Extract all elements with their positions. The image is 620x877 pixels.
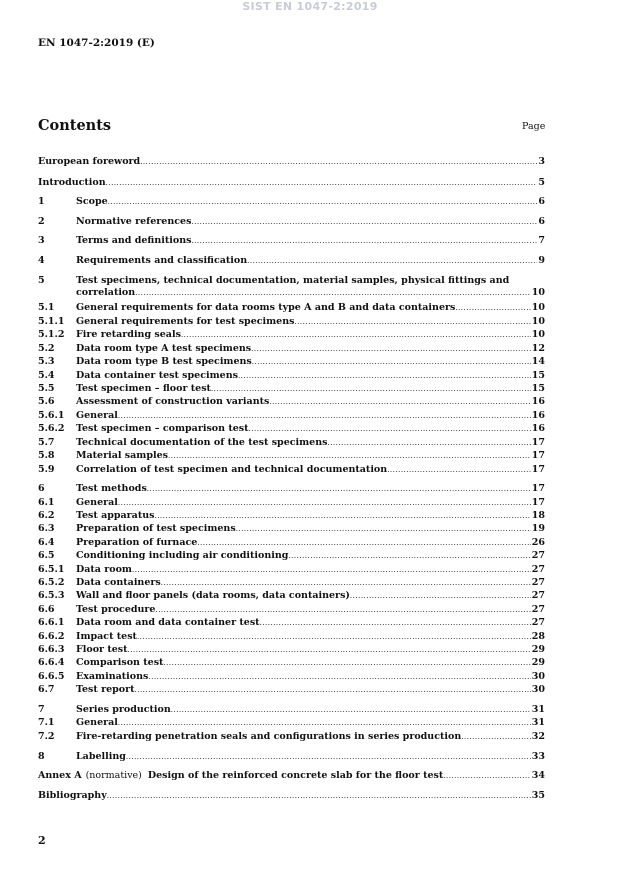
toc-number: 6.2: [38, 510, 55, 521]
toc-number: 5.9: [38, 464, 55, 475]
toc-title-line1: Test specimens, technical documentation, material samples, physical fittings and: [76, 275, 510, 286]
toc-title: Normative references: [76, 216, 192, 227]
toc-title: Floor test: [76, 644, 128, 655]
toc-number: 7.2: [38, 731, 55, 742]
toc-page: 17: [531, 497, 545, 508]
toc-page: 30: [531, 684, 545, 695]
toc-page: 16: [531, 423, 545, 434]
toc-title: General: [76, 717, 118, 728]
toc-number: 6.3: [38, 523, 55, 534]
toc-number: 5.6.1: [38, 410, 65, 421]
toc-title: Bibliography: [38, 790, 107, 801]
toc-page: 6: [538, 196, 545, 207]
toc-page: 33: [531, 751, 545, 762]
toc-title: correlation: [76, 287, 136, 298]
toc-page: 27: [531, 550, 545, 561]
toc-page: 34: [531, 770, 545, 781]
toc-page: 12: [531, 343, 545, 354]
toc-title: General requirements for test specimens: [76, 316, 295, 327]
toc-title: Data room and data container test: [76, 617, 260, 628]
toc-number: 6.5: [38, 550, 55, 561]
toc-title: Test procedure: [76, 604, 156, 615]
toc-title: Introduction: [38, 177, 106, 188]
toc-number: 3: [38, 235, 45, 246]
toc-title: Data room type B test specimens: [76, 356, 252, 367]
toc-title: Wall and floor panels (data rooms, data containers): [76, 590, 350, 601]
toc-page: 27: [531, 590, 545, 601]
toc-number: 6.6.3: [38, 644, 65, 655]
toc-page: 15: [531, 383, 545, 394]
toc-title: Labelling: [76, 751, 126, 762]
toc-page: 10: [531, 287, 545, 298]
toc-number: 6: [38, 483, 45, 494]
toc-number: 6.5.2: [38, 577, 65, 588]
document-id: EN 1047-2:2019 (E): [38, 37, 155, 49]
toc-page: 17: [531, 483, 545, 494]
toc-page: 31: [531, 717, 545, 728]
toc-number: 6.6: [38, 604, 55, 615]
toc-title: European foreword: [38, 156, 141, 167]
toc-page: 16: [531, 396, 545, 407]
toc-title: Test specimen – comparison test: [76, 423, 249, 434]
toc-number: 5.5: [38, 383, 55, 394]
toc-number: 5.3: [38, 356, 55, 367]
toc-page: 26: [531, 537, 545, 548]
page-column-header: Page: [522, 121, 546, 132]
toc-title: Comparison test: [76, 657, 164, 668]
toc-number: 6.6.1: [38, 617, 65, 628]
toc-page: 30: [531, 671, 545, 682]
toc-title: Data containers: [76, 577, 161, 588]
toc-number: 5.1.2: [38, 329, 65, 340]
toc-page: 15: [531, 370, 545, 381]
toc-number: 1: [38, 196, 45, 207]
watermark: SIST EN 1047-2:2019: [242, 0, 378, 13]
toc-title: Preparation of furnace: [76, 537, 198, 548]
toc-title: Series production: [76, 704, 171, 715]
toc-number: 5.6.2: [38, 423, 65, 434]
toc-page: 17: [531, 450, 545, 461]
toc-page: 29: [531, 657, 545, 668]
toc-page: 32: [531, 731, 545, 742]
toc-number: 4: [38, 255, 45, 266]
toc-title: Scope: [76, 196, 108, 207]
toc-page: 7: [538, 235, 545, 246]
toc-number: 7: [38, 704, 45, 715]
toc-title: Terms and definitions: [76, 235, 192, 246]
toc-page: 19: [531, 523, 545, 534]
toc-number: 6.5.3: [38, 590, 65, 601]
toc-title: Impact test: [76, 631, 137, 642]
toc-page: 10: [531, 329, 545, 340]
toc-page: 18: [531, 510, 545, 521]
toc-title: Test specimen – floor test: [76, 383, 211, 394]
toc-title: Correlation of test specimen and technical documentation: [76, 464, 388, 475]
toc-number: 5.4: [38, 370, 55, 381]
contents-heading: Contents: [38, 117, 112, 134]
toc-page: 27: [531, 577, 545, 588]
toc-page: 10: [531, 316, 545, 327]
toc-page: 27: [531, 604, 545, 615]
toc-number: 2: [38, 216, 45, 227]
toc-page: 10: [531, 302, 545, 313]
toc-page: 27: [531, 617, 545, 628]
toc-number: 6.6.4: [38, 657, 65, 668]
toc-number: 6.1: [38, 497, 55, 508]
toc-number: 8: [38, 751, 45, 762]
toc-title: Design of the reinforced concrete slab for the floor test: [147, 770, 444, 781]
toc-title: Test methods: [76, 483, 147, 494]
toc-number: 5.7: [38, 437, 55, 448]
toc-number: 6.5.1: [38, 564, 65, 575]
toc-title: Assessment of construction variants: [76, 396, 270, 407]
toc-number: 6.4: [38, 537, 55, 548]
toc-title: General: [76, 410, 118, 421]
page-number: 2: [38, 834, 46, 847]
toc-number: 5.1.1: [38, 316, 65, 327]
toc-title: Preparation of test specimens: [76, 523, 236, 534]
toc-title: Fire-retarding penetration seals and configurations in series production: [76, 731, 462, 742]
toc-number: 6.6.2: [38, 631, 65, 642]
toc-title: Technical documentation of the test specimens: [76, 437, 328, 448]
toc-page: 5: [538, 177, 545, 188]
toc-number: 5.1: [38, 302, 55, 313]
toc-title: Conditioning including air conditioning: [76, 550, 289, 561]
toc-page: 14: [531, 356, 545, 367]
toc-number: 5.8: [38, 450, 55, 461]
toc-title: General requirements for data rooms type A and B and data containers: [76, 302, 456, 313]
annex-type: (normative): [85, 770, 142, 781]
toc-title: Fire retarding seals: [76, 329, 181, 340]
toc-page: 28: [531, 631, 545, 642]
toc-number: 5.2: [38, 343, 55, 354]
toc-page: 29: [531, 644, 545, 655]
annex-label: Annex A: [38, 770, 82, 781]
toc-number: 5.6: [38, 396, 55, 407]
toc-page: 17: [531, 437, 545, 448]
toc-page: 35: [531, 790, 545, 801]
toc-title: Data container test specimens: [76, 370, 238, 381]
toc-page: 31: [531, 704, 545, 715]
toc-page: 9: [538, 255, 545, 266]
toc-page: 27: [531, 564, 545, 575]
toc-page: 16: [531, 410, 545, 421]
toc-number: 5: [38, 275, 45, 286]
toc-number: 6.6.5: [38, 671, 65, 682]
toc-title: General: [76, 497, 118, 508]
toc-number: 7.1: [38, 717, 55, 728]
toc-title: Data room type A test specimens: [76, 343, 252, 354]
toc-page: 6: [538, 216, 545, 227]
toc-title: Test apparatus: [76, 510, 155, 521]
toc-page: 3: [538, 156, 545, 167]
toc-title: Requirements and classification: [76, 255, 248, 266]
toc-title: Test report: [76, 684, 135, 695]
toc-page: 17: [531, 464, 545, 475]
toc-title: Examinations: [76, 671, 149, 682]
toc-title: Data room: [76, 564, 132, 575]
toc-title: Material samples: [76, 450, 168, 461]
toc-number: 6.7: [38, 684, 55, 695]
